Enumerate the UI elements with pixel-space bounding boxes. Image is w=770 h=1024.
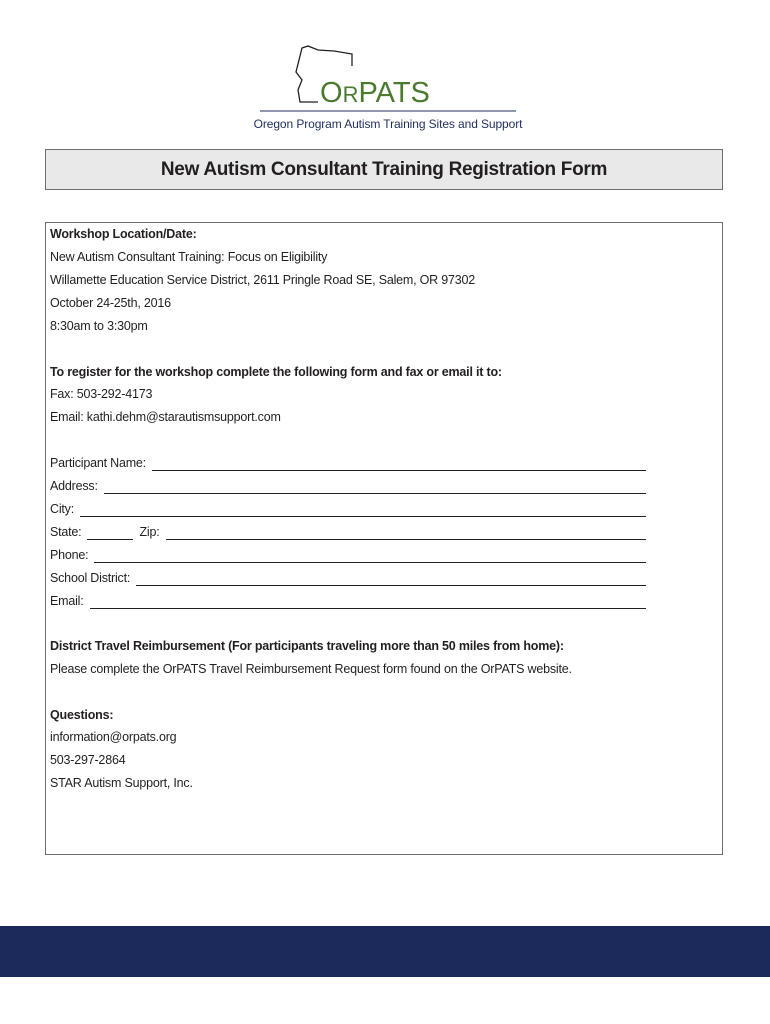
orpats-logo: [248, 44, 528, 136]
oregon-outline-icon: [248, 44, 528, 116]
register-email: Email: kathi.dehm@starautismsupport.com: [50, 410, 281, 424]
travel-heading: District Travel Reimbursement (For participants traveling more than 50 miles from home):: [50, 639, 564, 653]
participant-name-blank[interactable]: [152, 457, 646, 471]
city-field[interactable]: [50, 501, 646, 517]
phone-blank[interactable]: [94, 549, 646, 563]
form-title: New Autism Consultant Training Registration Form: [160, 158, 608, 180]
state-zip-field[interactable]: [50, 524, 646, 540]
svg-text:ORPATS: ORPATS: [320, 77, 430, 109]
email-blank[interactable]: [90, 595, 646, 609]
workshop-heading: Workshop Location/Date:: [50, 227, 197, 241]
workshop-line: 8:30am to 3:30pm: [50, 319, 148, 333]
school-district-blank[interactable]: [136, 572, 646, 586]
title-box: [45, 149, 723, 190]
workshop-line: New Autism Consultant Training: Focus on Eligibility: [50, 250, 328, 264]
city-label: City:: [50, 502, 75, 516]
address-field[interactable]: [50, 478, 646, 494]
footer-bar: [0, 926, 770, 977]
phone-field[interactable]: [50, 547, 646, 563]
questions-email: information@orpats.org: [50, 730, 177, 744]
logo-r: R: [342, 82, 359, 107]
workshop-line: October 24-25th, 2016: [50, 296, 171, 310]
phone-label: Phone:: [50, 548, 89, 562]
register-heading: To register for the workshop complete the following form and fax or email it to:: [50, 365, 502, 379]
travel-text: Please complete the OrPATS Travel Reimbursement Request form found on the OrPATS website.: [50, 662, 572, 676]
questions-heading: Questions:: [50, 708, 114, 722]
city-blank[interactable]: [80, 503, 646, 517]
participant-name-label: Participant Name:: [50, 456, 146, 470]
address-label: Address:: [50, 479, 98, 493]
workshop-line: Willamette Education Service District, 2611 Pringle Road SE, Salem, OR 97302: [50, 273, 476, 287]
zip-blank[interactable]: [166, 526, 646, 540]
school-district-label: School District:: [50, 571, 131, 585]
questions-org: STAR Autism Support, Inc.: [50, 776, 193, 790]
state-label: State:: [50, 525, 82, 539]
fax-number: Fax: 503-292-4173: [50, 387, 153, 401]
email-field[interactable]: [50, 593, 646, 609]
email-label: Email:: [50, 594, 84, 608]
logo-subtitle: Oregon Program Autism Training Sites and Support: [253, 117, 523, 131]
participant-name-field[interactable]: [50, 455, 646, 471]
zip-label: Zip:: [139, 525, 160, 539]
school-district-field[interactable]: [50, 570, 646, 586]
address-blank[interactable]: [104, 480, 646, 494]
state-blank[interactable]: [87, 526, 133, 540]
questions-phone: 503-297-2864: [50, 753, 126, 767]
